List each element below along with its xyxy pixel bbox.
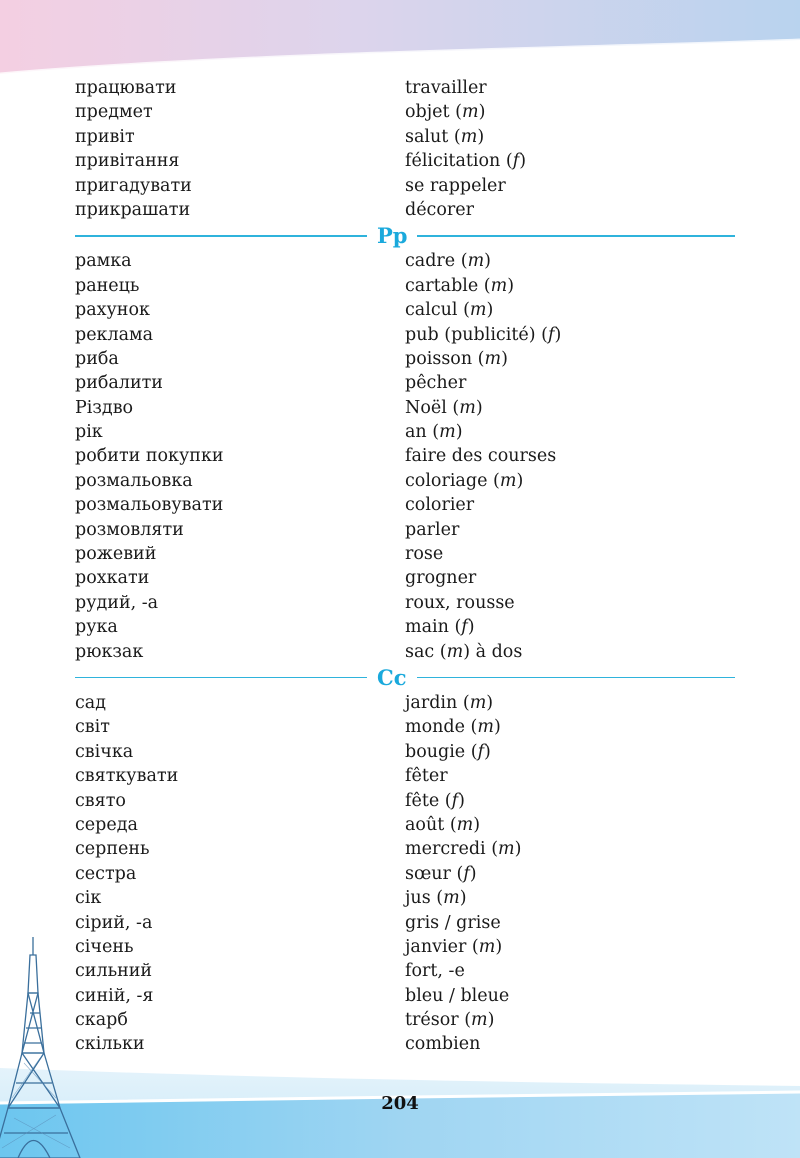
- section-divider-line: [75, 677, 367, 679]
- ukrainian-word: працювати: [75, 78, 177, 98]
- ukrainian-word: сад: [75, 692, 107, 713]
- french-translation: jardin (m): [405, 692, 494, 713]
- ukrainian-word: риба: [75, 348, 119, 369]
- section-divider-line: [417, 677, 735, 679]
- section-divider-line: [75, 235, 367, 237]
- ukrainian-word: сік: [75, 888, 102, 909]
- vocab-row: [75, 371, 735, 395]
- french-translation: poisson (m): [405, 348, 508, 369]
- ukrainian-word: прикрашати: [75, 199, 191, 220]
- vocab-row: [75, 444, 735, 468]
- section-header: [75, 664, 735, 691]
- eiffel-tower-icon: [0, 933, 90, 1158]
- french-translation: combien: [405, 1034, 481, 1055]
- french-translation: monde (m): [405, 717, 501, 738]
- ukrainian-word: святкувати: [75, 766, 179, 787]
- vocab-row: [75, 1032, 735, 1056]
- french-translation: objet (m): [405, 102, 486, 123]
- vocab-row: [75, 347, 735, 371]
- vocab-row: [75, 764, 735, 788]
- vocab-row: [75, 837, 735, 861]
- ukrainian-word: пригадувати: [75, 175, 192, 196]
- ukrainian-word: світ: [75, 717, 110, 738]
- vocab-row: [75, 149, 735, 173]
- vocab-row: [75, 1008, 735, 1032]
- ukrainian-word: сірий, -а: [75, 912, 153, 933]
- ukrainian-word: привітання: [75, 151, 180, 172]
- ukrainian-word: Різдво: [75, 397, 134, 418]
- ukrainian-word: предмет: [75, 102, 153, 123]
- french-translation: travailler: [405, 78, 487, 98]
- vocab-row: [75, 76, 735, 100]
- french-translation: roux, rousse: [405, 592, 515, 613]
- french-translation: janvier (m): [405, 936, 503, 957]
- ukrainian-word: робити покупки: [75, 446, 224, 467]
- french-translation: se rappeler: [405, 175, 506, 196]
- vocab-row: [75, 396, 735, 420]
- ukrainian-word: середа: [75, 814, 138, 835]
- ukrainian-word: свято: [75, 790, 126, 811]
- ukrainian-word: рудий, -а: [75, 592, 159, 613]
- ukrainian-word: скарб: [75, 1010, 128, 1031]
- french-translation: an (m): [405, 422, 463, 443]
- ukrainian-word: рибалити: [75, 373, 163, 394]
- french-translation: sac (m) à dos: [405, 641, 523, 662]
- french-translation: pêcher: [405, 373, 467, 394]
- vocab-row: [75, 740, 735, 764]
- ukrainian-word: розмальовувати: [75, 495, 224, 516]
- vocab-row: [75, 984, 735, 1008]
- ukrainian-word: скільки: [75, 1034, 145, 1055]
- ukrainian-word: рохкати: [75, 568, 150, 589]
- section-divider-line: [417, 235, 735, 237]
- ukrainian-word: привіт: [75, 126, 135, 147]
- french-translation: faire des courses: [405, 446, 557, 467]
- vocabulary-list: [75, 76, 735, 1057]
- ukrainian-word: рюкзак: [75, 641, 144, 662]
- vocab-row: [75, 615, 735, 639]
- vocab-row: [75, 911, 735, 935]
- french-translation: cadre (m): [405, 251, 491, 272]
- section-letter: Cc: [377, 664, 407, 690]
- ukrainian-word: свічка: [75, 741, 134, 762]
- ukrainian-word: серпень: [75, 839, 150, 860]
- vocab-row: [75, 125, 735, 149]
- vocab-row: [75, 420, 735, 444]
- vocab-row: [75, 323, 735, 347]
- vocab-row: [75, 249, 735, 273]
- vocab-row: [75, 566, 735, 590]
- vocab-row: [75, 640, 735, 664]
- ukrainian-word: розмовляти: [75, 519, 184, 540]
- french-translation: fêter: [405, 766, 448, 787]
- french-translation: coloriage (m): [405, 470, 524, 491]
- ukrainian-word: розмальовка: [75, 470, 193, 491]
- vocab-row: [75, 591, 735, 615]
- ukrainian-word: січень: [75, 936, 134, 957]
- section-letter: Pp: [377, 223, 408, 249]
- french-translation: main (f): [405, 617, 475, 638]
- ukrainian-word: синій, -я: [75, 985, 154, 1006]
- ukrainian-word: рахунок: [75, 300, 150, 321]
- ukrainian-word: рука: [75, 617, 118, 638]
- ukrainian-word: рамка: [75, 251, 132, 272]
- vocab-row: [75, 789, 735, 813]
- ukrainian-word: ранець: [75, 275, 140, 296]
- ukrainian-word: сильний: [75, 961, 153, 982]
- vocab-row: [75, 886, 735, 910]
- vocab-row: [75, 274, 735, 298]
- vocab-row: [75, 493, 735, 517]
- french-translation: grogner: [405, 568, 477, 589]
- french-translation: décorer: [405, 199, 474, 220]
- french-translation: mercredi (m): [405, 839, 522, 860]
- french-translation: trésor (m): [405, 1010, 495, 1031]
- french-translation: pub (publicité) (f): [405, 324, 562, 345]
- french-translation: colorier: [405, 495, 475, 516]
- french-translation: août (m): [405, 814, 481, 835]
- vocab-row: [75, 298, 735, 322]
- ukrainian-word: рожевий: [75, 544, 157, 565]
- french-translation: jus (m): [405, 888, 467, 909]
- vocab-row: [75, 691, 735, 715]
- vocab-row: [75, 813, 735, 837]
- french-translation: fort, -e: [405, 961, 465, 982]
- vocab-row: [75, 198, 735, 222]
- french-translation: cartable (m): [405, 275, 515, 296]
- french-translation: salut (m): [405, 126, 485, 147]
- french-translation: sœur (f): [405, 863, 477, 884]
- vocab-row: [75, 935, 735, 959]
- vocab-row: [75, 174, 735, 198]
- section-header: [75, 222, 735, 249]
- vocab-row: [75, 959, 735, 983]
- ukrainian-word: рік: [75, 422, 103, 443]
- french-translation: félicitation (f): [405, 151, 527, 172]
- french-translation: parler: [405, 519, 460, 540]
- french-translation: Noël (m): [405, 397, 483, 418]
- ukrainian-word: сестра: [75, 863, 137, 884]
- page-number: 204: [381, 1093, 419, 1114]
- french-translation: calcul (m): [405, 300, 494, 321]
- french-translation: bougie (f): [405, 741, 491, 762]
- vocab-row: [75, 862, 735, 886]
- french-translation: rose: [405, 544, 444, 565]
- vocab-row: [75, 469, 735, 493]
- vocab-row: [75, 715, 735, 739]
- french-translation: fête (f): [405, 790, 465, 811]
- ukrainian-word: реклама: [75, 324, 154, 345]
- french-translation: bleu / bleue: [405, 985, 510, 1006]
- french-translation: gris / grise: [405, 912, 501, 933]
- vocab-row: [75, 518, 735, 542]
- vocab-row: [75, 542, 735, 566]
- top-decorative-band: [0, 0, 800, 80]
- vocab-row: [75, 100, 735, 124]
